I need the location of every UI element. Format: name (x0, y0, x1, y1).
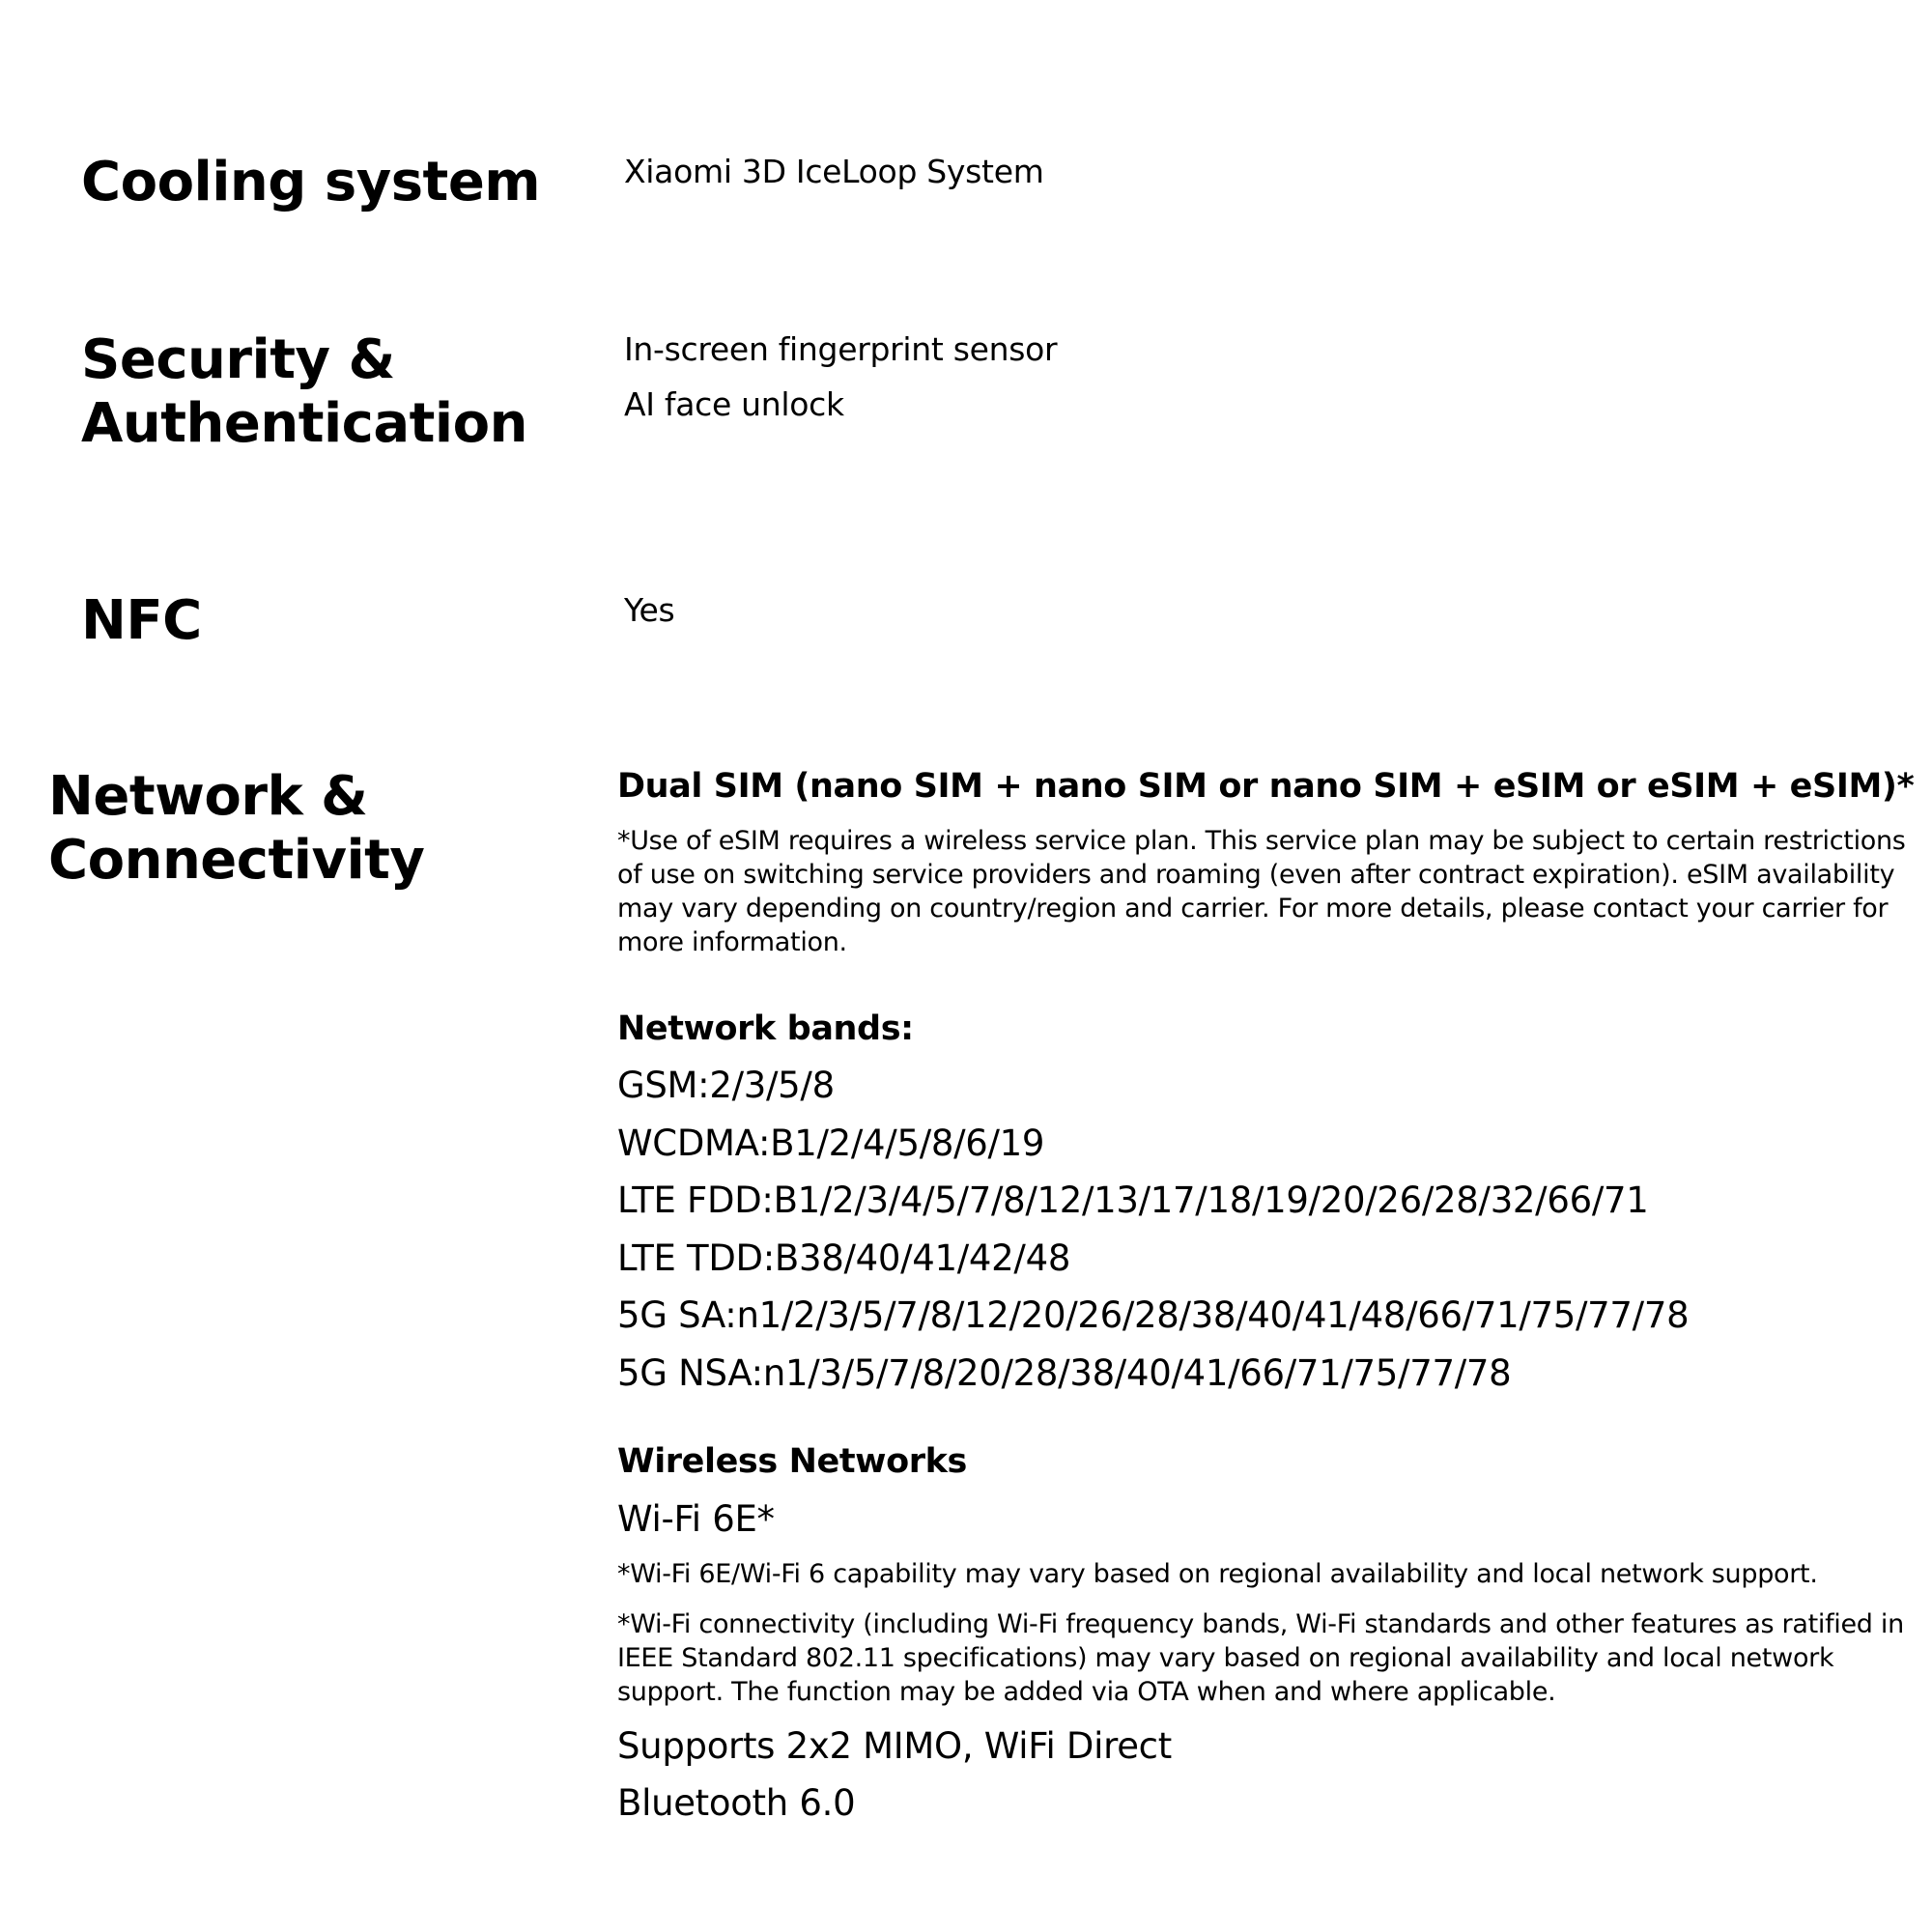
esim-note: *Use of eSIM requires a wireless service plan. This service plan may be subject to certain restrictions of use on switching service providers and roaming (even after contract expiration). eSIM availability may vary depending on country/region and carrier. For more details, please contact your carrier for more information. (617, 826, 1906, 957)
bluetooth-version: Bluetooth 6.0 (617, 1782, 856, 1824)
security-heading (81, 328, 527, 456)
band-5g-sa: 5G SA:n1/2/3/5/7/8/12/20/26/28/38/40/41/48/66/71/75/77/78 (617, 1294, 1690, 1336)
network-heading-line1: Network & (48, 765, 368, 828)
band-lte-fdd: LTE FDD:B1/2/3/4/5/7/8/12/13/17/18/19/20/26/28/32/66/71 (617, 1179, 1649, 1221)
security-value-face-unlock: AI face unlock (624, 385, 844, 423)
nfc-value: Yes (624, 591, 675, 629)
cooling-system-value: Xiaomi 3D IceLoop System (624, 153, 1044, 190)
wifi-note-connectivity: *Wi-Fi connectivity (including Wi-Fi frequency bands, Wi-Fi standards and other features as ratified in IEEE Standard 802.11 specifications) may vary based on regional availability and local network support. The function may be added via OTA when and where applicable. (617, 1609, 1904, 1707)
network-heading (48, 765, 424, 893)
band-lte-tdd: LTE TDD:B38/40/41/42/48 (617, 1237, 1071, 1279)
wifi-note-capability: *Wi-Fi 6E/Wi-Fi 6 capability may vary based on regional availability and local network support. (617, 1559, 1818, 1589)
wifi-standard: Wi-Fi 6E* (617, 1498, 775, 1540)
security-heading-line1: Security & (81, 328, 395, 391)
band-gsm: GSM:2/3/5/8 (617, 1065, 835, 1106)
security-heading-line2: Authentication (81, 392, 527, 455)
band-5g-nsa: 5G NSA:n1/3/5/7/8/20/28/38/40/41/66/71/75/77/78 (617, 1352, 1512, 1394)
nfc-heading: NFC (81, 589, 202, 652)
network-heading-line2: Connectivity (48, 829, 425, 892)
dual-sim-title: Dual SIM (nano SIM + nano SIM or nano SIM + eSIM or eSIM + eSIM)* (617, 767, 1915, 806)
cooling-system-heading: Cooling system (81, 151, 541, 213)
wireless-networks-title: Wireless Networks (617, 1442, 967, 1481)
band-wcdma: WCDMA:B1/2/4/5/8/6/19 (617, 1122, 1045, 1164)
network-bands-title: Network bands: (617, 1009, 914, 1048)
security-value-fingerprint: In-screen fingerprint sensor (624, 330, 1058, 368)
wifi-mimo: Supports 2x2 MIMO, WiFi Direct (617, 1725, 1172, 1767)
